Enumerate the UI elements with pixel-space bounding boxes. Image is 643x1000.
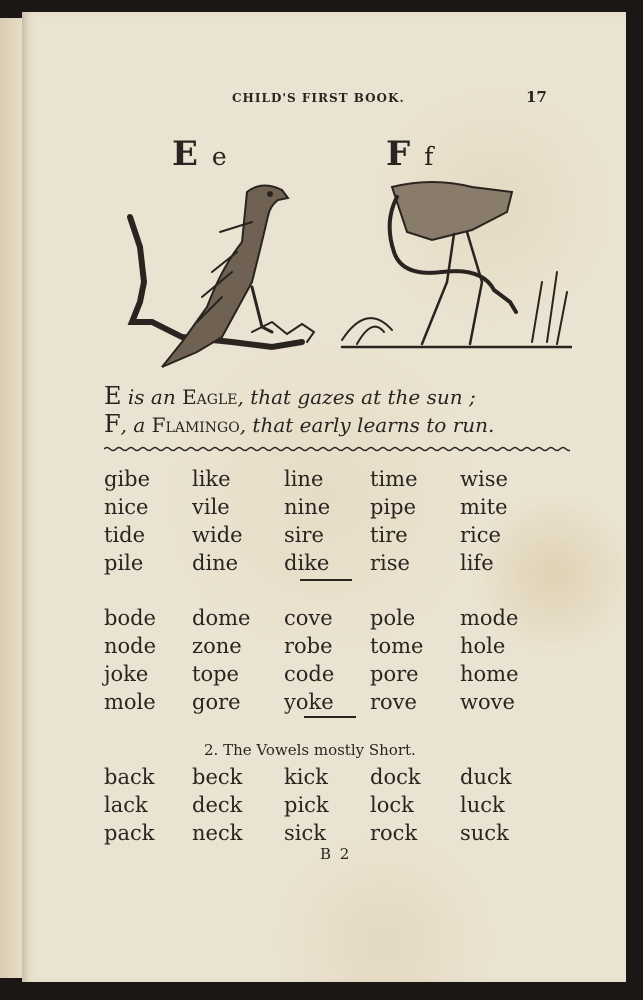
letter-f-lower: f [424, 142, 434, 171]
word: tome [370, 634, 424, 658]
word: pack [104, 821, 155, 845]
word-row [104, 662, 574, 690]
letter-e-heading [172, 134, 227, 174]
letter-f-heading [386, 134, 433, 174]
word: zone [192, 634, 242, 658]
verse-animal-flamingo: Flamingo [151, 413, 240, 437]
verse-text: , that gazes at the sun ; [237, 385, 476, 409]
flamingo-illustration [342, 182, 572, 347]
word: tire [370, 523, 408, 547]
signature-mark: B 2 [320, 845, 352, 863]
word: lock [370, 793, 414, 817]
word: line [284, 467, 324, 491]
word-row [104, 467, 574, 495]
word: luck [460, 793, 505, 817]
word: code [284, 662, 335, 686]
word: bode [104, 606, 156, 630]
word: gibe [104, 467, 151, 491]
letter-f-upper: F [386, 134, 411, 174]
word: like [192, 467, 231, 491]
word: gore [192, 690, 241, 714]
word: life [460, 551, 494, 575]
verse-text: , that early learns to run. [239, 413, 495, 437]
verse-text: , a [120, 413, 152, 437]
word: beck [192, 765, 243, 789]
word: home [460, 662, 519, 686]
section-rule [304, 716, 356, 718]
eagle-illustration [130, 185, 314, 367]
woodcut-illustrations [102, 172, 572, 377]
word: pile [104, 551, 144, 575]
word: wide [192, 523, 243, 547]
word: vile [192, 495, 230, 519]
verse-text: is an [121, 385, 183, 409]
page-number: 17 [526, 88, 547, 106]
word: dine [192, 551, 239, 575]
word-group-short-vowels [104, 765, 574, 849]
verse-initial-f: F [104, 410, 121, 438]
word: tope [192, 662, 239, 686]
word: mite [460, 495, 508, 519]
word: rice [460, 523, 501, 547]
wavy-divider [104, 444, 570, 454]
section-rule [300, 579, 352, 581]
running-head: CHILD'S FIRST BOOK. [232, 91, 405, 105]
word: nine [284, 495, 331, 519]
word: rock [370, 821, 418, 845]
word: tide [104, 523, 146, 547]
word-row [104, 523, 574, 551]
word: sire [284, 523, 324, 547]
word-group-long-o [104, 606, 574, 718]
word: duck [460, 765, 512, 789]
letter-e-lower: e [211, 142, 227, 171]
verse-line-flamingo [104, 410, 494, 438]
word-row [104, 765, 574, 793]
word-row [104, 793, 574, 821]
word: rove [370, 690, 417, 714]
word: dome [192, 606, 251, 630]
word: joke [104, 662, 149, 686]
word: dock [370, 765, 421, 789]
word-row [104, 551, 574, 579]
word: back [104, 765, 155, 789]
word: kick [284, 765, 328, 789]
section-heading: 2. The Vowels mostly Short. [204, 741, 416, 759]
verse-initial-e: E [104, 382, 122, 410]
letter-e-upper: E [172, 134, 198, 174]
word: pole [370, 606, 416, 630]
book-page [22, 12, 626, 982]
word: pipe [370, 495, 417, 519]
word: hole [460, 634, 506, 658]
word: time [370, 467, 418, 491]
word: node [104, 634, 157, 658]
word: pore [370, 662, 419, 686]
word: cove [284, 606, 333, 630]
word-row [104, 495, 574, 523]
word-row [104, 634, 574, 662]
word: rise [370, 551, 410, 575]
verse-line-eagle [104, 382, 476, 410]
word-group-long-i [104, 467, 574, 579]
word: lack [104, 793, 148, 817]
word: neck [192, 821, 243, 845]
word: suck [460, 821, 509, 845]
word: wove [460, 690, 515, 714]
word: dike [284, 551, 330, 575]
verse-animal-eagle: Eagle [182, 385, 238, 409]
word-row [104, 690, 574, 718]
word: nice [104, 495, 149, 519]
word: robe [284, 634, 333, 658]
word-row [104, 606, 574, 634]
word: mole [104, 690, 156, 714]
word: deck [192, 793, 243, 817]
word: yoke [284, 690, 334, 714]
word: pick [284, 793, 329, 817]
word: mode [460, 606, 519, 630]
word: sick [284, 821, 326, 845]
word: wise [460, 467, 508, 491]
